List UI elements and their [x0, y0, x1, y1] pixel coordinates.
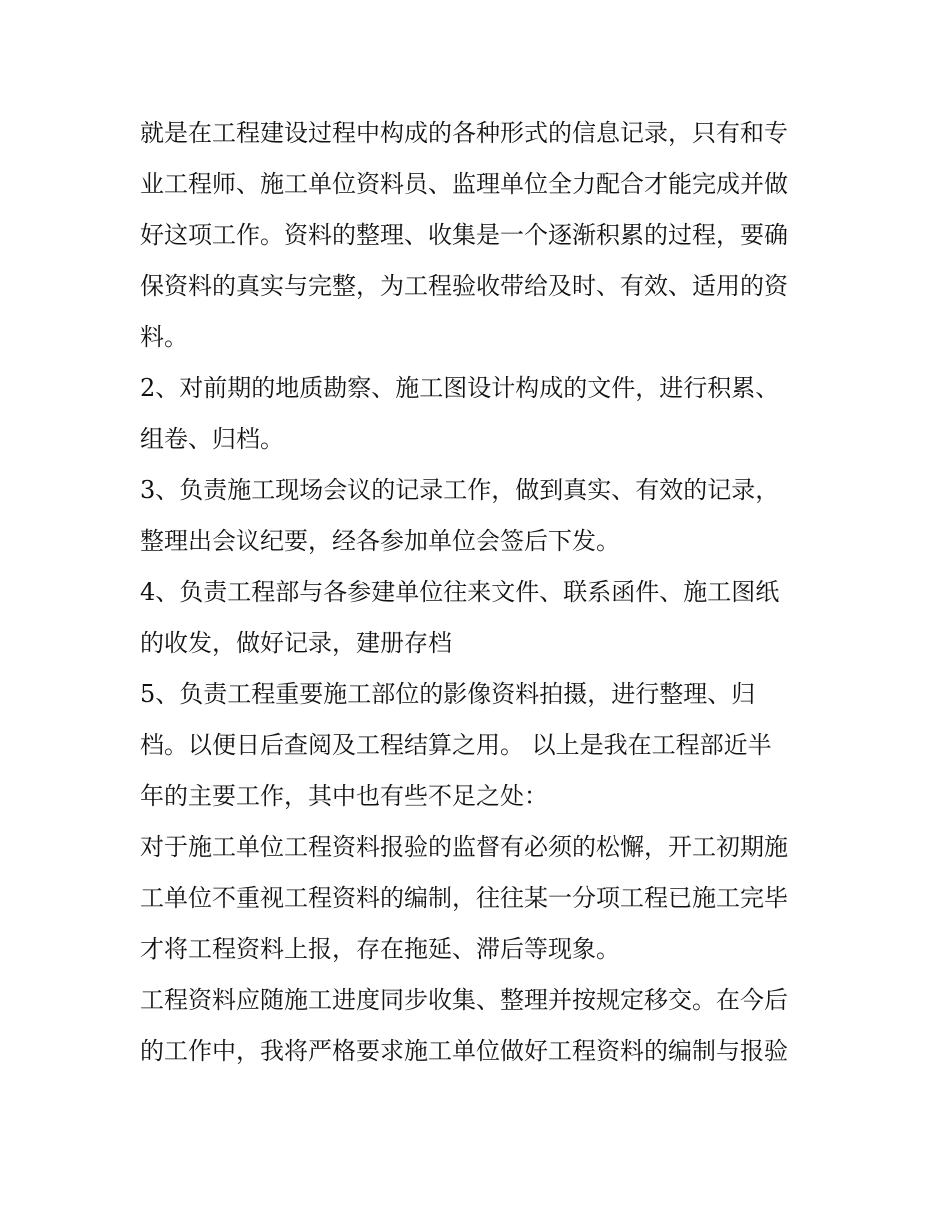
text-line: 工程资料应随施工进度同步收集、整理并按规定移交。在今后: [140, 986, 788, 1014]
text-line: 组卷、归档。: [140, 425, 284, 453]
text-line: 就是在工程建设过程中构成的各种形式的信息记录，只有和专: [140, 119, 788, 147]
text-line: 的工作中，我将严格要求施工单位做好工程资料的编制与报验: [140, 1037, 788, 1065]
text-line: 年的主要工作，其中也有些不足之处：: [140, 782, 548, 810]
text-line: 5、负责工程重要施工部位的影像资料拍摄，进行整理、归: [140, 680, 756, 708]
text-line: 保资料的真实与完整，为工程验收带给及时、有效、适用的资: [140, 272, 788, 300]
text-line: 料。: [140, 323, 188, 351]
text-line: 4、负责工程部与各参建单位往来文件、联系函件、施工图纸: [140, 578, 780, 606]
text-line: 档。以便日后查阅及工程结算之用。 以上是我在工程部近半: [140, 731, 772, 759]
text-line: 才将工程资料上报，存在拖延、滞后等现象。: [140, 935, 620, 963]
text-line: 业工程师、施工单位资料员、监理单位全力配合才能完成并做: [140, 170, 788, 198]
text-line: 工单位不重视工程资料的编制，往往某一分项工程已施工完毕: [140, 884, 788, 912]
text-line: 的收发，做好记录，建册存档: [140, 629, 452, 657]
text-line: 整理出会议纪要，经各参加单位会签后下发。: [140, 527, 620, 555]
text-line: 2、对前期的地质勘察、施工图设计构成的文件，进行积累、: [140, 374, 780, 402]
text-line: 3、负责施工现场会议的记录工作，做到真实、有效的记录，: [140, 476, 780, 504]
text-line: 好这项工作。资料的整理、收集是一个逐渐积累的过程，要确: [140, 221, 788, 249]
body-text: [140, 108, 830, 1077]
text-line: 对于施工单位工程资料报验的监督有必须的松懈，开工初期施: [140, 833, 788, 861]
